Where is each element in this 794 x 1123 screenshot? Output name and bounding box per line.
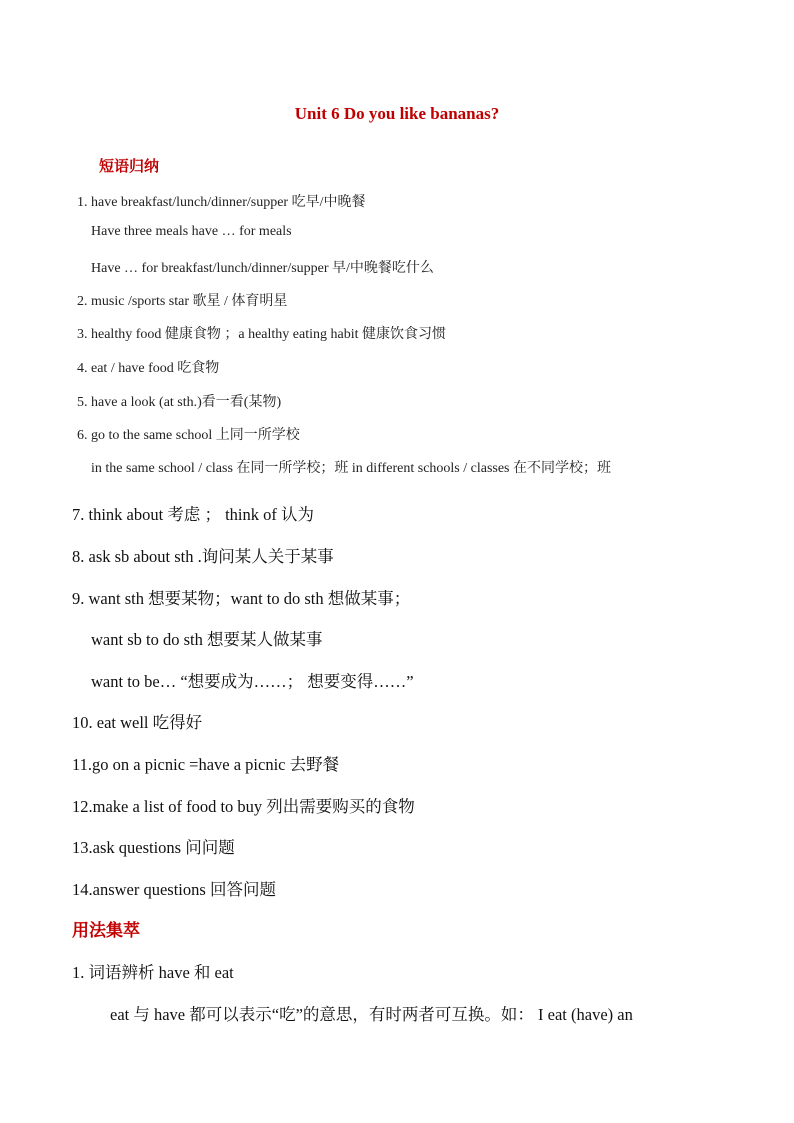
phrase-line: 3. healthy food 健康食物 ；a healthy eating habit 健康饮食习惯 (77, 327, 446, 342)
phrase-line: 11.go on a picnic =have a picnic 去野餐 (72, 755, 340, 774)
phrase-line: 12.make a list of food to buy 列出需要购买的食物 (72, 797, 415, 816)
phrase-line: 8. ask sb about sth .询问某人关于某事 (72, 547, 334, 566)
phrase-line: Have three meals have … for meals (91, 224, 292, 239)
phrase-line: 4. eat / have food 吃食物 (77, 361, 220, 376)
page-title: Unit 6 Do you like bananas? (294, 104, 500, 123)
phrase-line: want to be… “想要成为……； 想要变得……” (91, 672, 414, 691)
usage-item: 1. 词语辨析 have 和 eat (72, 963, 234, 982)
phrase-line: 14.answer questions 回答问题 (72, 880, 276, 899)
phrase-line: Have … for breakfast/lunch/dinner/supper 早/中晚餐吃什么 (91, 261, 434, 276)
phrase-line: 7. think about 考虑 ； think of 认为 (72, 505, 314, 524)
phrase-line: 5. have a look (at sth.)看一看(某物) (77, 395, 282, 410)
phrase-line: 10. eat well 吃得好 (72, 713, 203, 732)
section-heading-usage: 用法集萃 (72, 921, 140, 941)
section-heading-phrases: 短语归纳 (99, 157, 160, 175)
usage-item: eat 与 have 都可以表示“吃”的意思，有时两者可互换。如： I eat (have) an (110, 1005, 633, 1024)
phrase-line: 2. music /sports star 歌星 / 体育明星 (77, 294, 288, 309)
phrase-line: 1. have breakfast/lunch/dinner/supper 吃早/中晚餐 (77, 195, 366, 210)
phrase-line: 13.ask questions 问问题 (72, 838, 235, 857)
phrase-line: in the same school / class 在同一所学校；班 in different schools / classes 在不同学校；班 (91, 461, 612, 476)
phrase-line: 9. want sth 想要某物；want to do sth 想做某事； (72, 589, 411, 608)
phrase-line: want sb to do sth 想要某人做某事 (91, 630, 323, 649)
phrase-line: 6. go to the same school 上同一所学校 (77, 428, 300, 443)
